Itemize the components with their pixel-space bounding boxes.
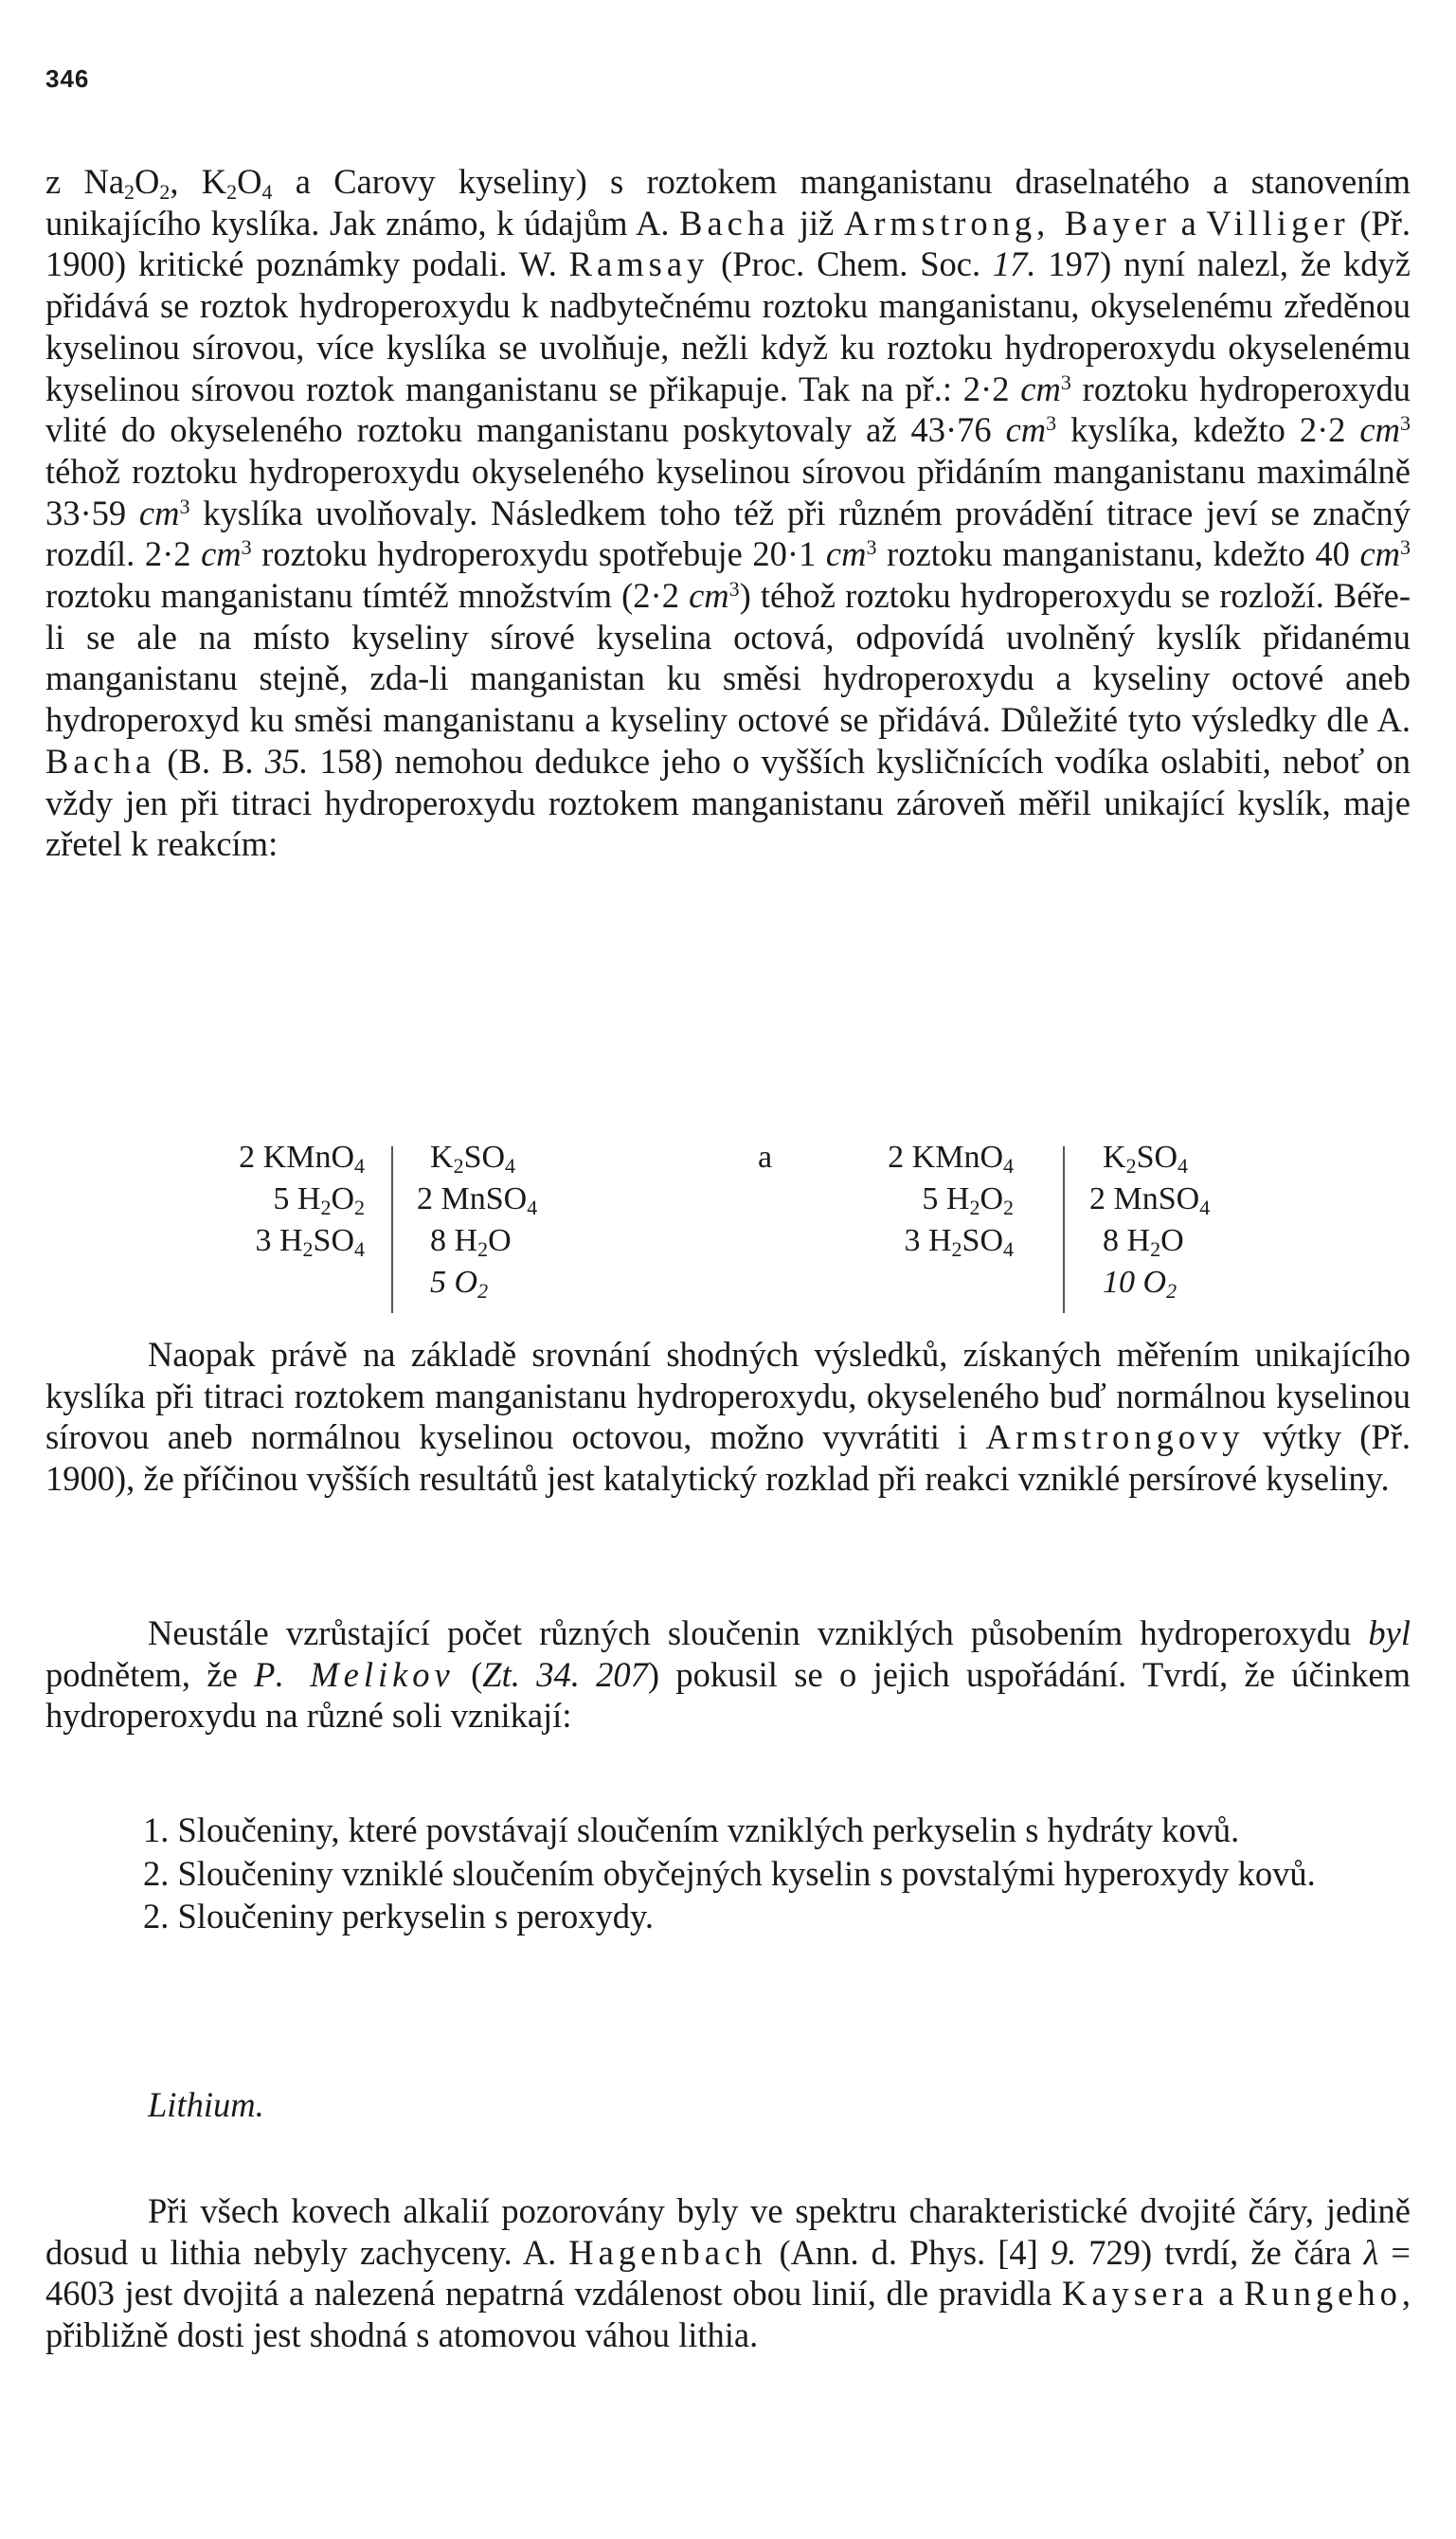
conjunction-a: a	[758, 1140, 773, 1175]
author-hagenbach: Hagenbach	[568, 2232, 767, 2272]
author-runge: Rungeho	[1244, 2274, 1402, 2314]
author-villiger: Villiger	[1206, 203, 1350, 243]
list-item: 2. Sloučeniny perkyselin s peroxydy.	[143, 1897, 654, 1936]
list-item: 2. Sloučeniny vzniklé sloučením obyčejných kyselin s povstalými hyperoxydy kovů.	[143, 1853, 1316, 1893]
compound-list	[45, 1810, 1411, 1939]
author-armstrongovy: Armstrongovy	[985, 1417, 1245, 1457]
paragraph-armstrong-refutation: Naopak právě na základě srovnání shodných výsledků, získaných měřením unikajícího kyslíka při titraci roztokem manganistanu hydroperoxydu, okyseleného buď normálnou kyselinou sírovou aneb normálnou kyselinou octovou, možno vyvrátiti i Armstrongovy výtky (Př. 1900), že příčinou vyšších resultátů jest katalytický rozklad při reakci vzniklé persírové kyseliny.	[45, 1335, 1411, 1499]
equation-divider	[391, 1146, 393, 1313]
section-heading-lithium: Lithium.	[148, 2085, 264, 2124]
author-ramsay: Ramsay	[568, 244, 710, 284]
equation-divider	[1063, 1146, 1065, 1313]
reactants-right: 2 KMnO$_4$ 5 $H_2O_2$ 3 $H_2SO_4$	[888, 1140, 1014, 1261]
products-right: $K_2SO_4$ 2 MnSO$_4$ 8 $H_2O$ 10 $O_2$	[1089, 1140, 1211, 1303]
list-item: 1. Sloučeniny, které povstávají sloučením vzniklých perkyselin s hydráty kovů.	[143, 1810, 1240, 1849]
page-number: 346	[45, 64, 90, 93]
products-left: $K_2SO_4$ 2 MnSO$_4$ 8 $H_2O$ 5 $O_2$	[417, 1140, 538, 1303]
reactants-left: 2 KMnO$_4$ 5 $H_2O_2$ 3 $H_2SO_4$	[239, 1140, 365, 1261]
author-kayser: Kaysera	[1061, 2274, 1209, 2314]
paragraph-melikov: Neustále vzrůstající počet různých sloučenin vzniklých působením hydroperoxydu byl podnětem, že P. Melikov (Zt. 34. 207) pokusil se o jejich uspořádání. Tvrdí, že účinkem hydroperoxydu na různé soli vznikají:	[45, 1613, 1411, 1736]
paragraph-oxygen-titration: z $Na_2O_2$, $K_2O_4$ a Carovy kyseliny) s roztokem manganistanu draselnatého a stanovením unikajícího kyslíka. Jak známo, k údajům A. Bacha již Armstrong, Bayer a Villiger (Př. 1900) kritické poznámky podali. W. Ramsay (Proc. Chem. Soc. 17. 197) nyní nalezl, že když přidává se roztok hydroperoxydu k nadbytečnému roztoku manganistanu, okyselenému zředěnou kyselinou sírovou, více kyslíka se uvolňuje, nežli když ku roztoku hydroperoxydu okyselenému kyselinou sírovou roztok manganistanu se přikapuje. Tak na př.: 2·2 $cm^3$ roztoku hydroperoxydu vlité do okyseleného roztoku manganistanu poskytovaly až 43·76 $cm^3$ kyslíka, kdežto 2·2 $cm^3$ téhož roztoku hydroperoxydu okyseleného kyselinou sírovou přidáním manganistanu maximálně 33·59 $cm^3$ kyslíka uvolňovaly. Následkem toho též při různém provádění titrace jeví se značný rozdíl. 2·2 $cm^3$ roztoku hydroperoxydu spotřebuje 20·1 $cm^3$ roztoku manganistanu, kdežto 40 $cm^3$ roztoku manganistanu tímtéž množstvím (2·2 $cm^3$) téhož roztoku hydroperoxydu se rozloží. Béře-li se ale na místo kyseliny sírové kyselina octová, odpovídá uvolněný kyslík přidanému manganistanu stejně, zda-li manganistan ku směsi hydroperoxydu a kyseliny octové aneb hydroperoxyd ku směsi manganistanu a kyseliny octové se přidává. Důležité tyto výsledky dle A. Bacha (B. B. 35. 158) nemohou dedukce jeho o vyšších kysličnících vodíka oslabiti, neboť on vždy jen při titraci hydroperoxydu roztokem manganistanu zároveň měřil unikající kyslík, maje zřetel k reakcím:	[45, 162, 1411, 864]
author-melikov: P. Melikov	[254, 1654, 455, 1694]
author-bach: Bacha	[679, 203, 790, 243]
reaction-equations	[0, 1137, 1456, 1317]
author-armstrong-bayer: Armstrong, Bayer	[843, 203, 1171, 243]
paragraph-lithium-spectrum: Při všech kovech alkalií pozorovány byly ve spektru charakteristické dvojité čáry, jedině dosud u lithia nebyly zachyceny. A. Hagenbach (Ann. d. Phys. [4] 9. 729) tvrdí, že čára λ = 4603 jest dvojitá a nalezená nepatrná vzdálenost obou linií, dle pravidla Kaysera a Rungeho, přibližně dosti jest shodná s atomovou váhou lithia.	[45, 2191, 1411, 2355]
